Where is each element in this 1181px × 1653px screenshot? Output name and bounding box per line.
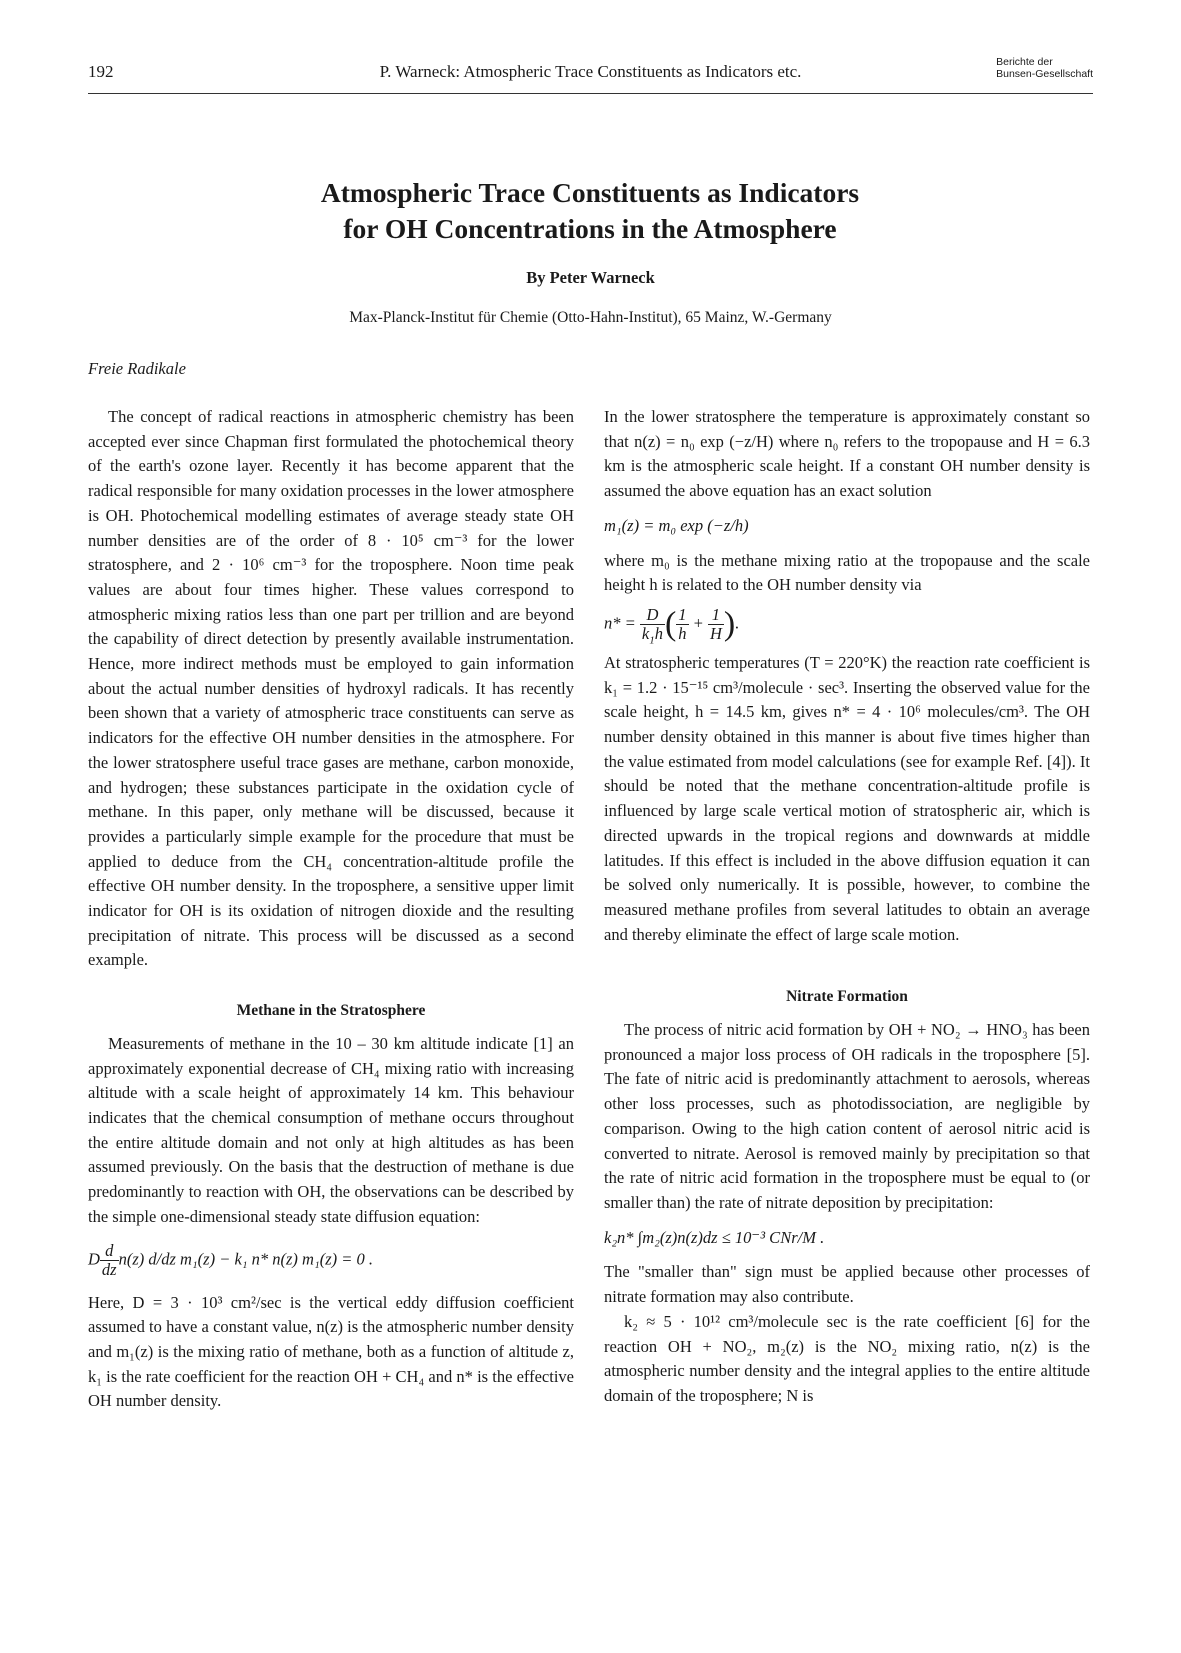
header-rule (88, 93, 1093, 94)
article-title-line-1: Atmospheric Trace Constituents as Indicators (320, 177, 860, 208)
diffusion-equation-tail: n(z) d/dz m₁(z) − k₁ n* n(z) m₁(z) = 0 . (118, 1248, 373, 1268)
here-paragraph: Here, D = 3 · 10³ cm²/sec is the vertical eddy diffusion coefficient assumed to have a constant value, n(z) is the atmospheric number density and m₁(z) is the mixing ratio of methane, both as a function of altitude z, k₁ is the rate coefficient for the reaction OH + CH₄ and n* is the effective OH number density. (88, 1292, 574, 1411)
nstar-lhs: n* = (604, 613, 636, 633)
nitrate-paragraph: The process of nitric acid formation by OH + NO₂ → HNO₃ has been pronounced a major loss process of OH radicals in the troposphere [5]. The fate of nitric acid is predominantly attachment to aerosols, whereas other loss processes, such as photodissociation, are negligible by comparison. Owing to the high cation content of aerosol nitric acid is converted to nitrate. Aerosol is removed mainly by precipitation so that the rate of nitric acid formation in the troposphere must be equal to (or smaller than) the rate of nitrate deposition by precipitation: (604, 1020, 1090, 1212)
section-heading-nitrate: Nitrate Formation (786, 988, 908, 1006)
diffusion-equation (88, 1242, 574, 1279)
diffusion-equation-d: D (88, 1248, 100, 1268)
solution-equation: m₁(z) = m₀ exp (−z/h) (604, 515, 749, 535)
keyword: Freie Radikale (88, 359, 186, 378)
nstar-fraction-1-h: $\frac{1}{h}$ (678, 604, 687, 643)
journal-line-1: Berichte der (996, 56, 1053, 68)
article-title-line-2: for OH Concentrations in the Atmosphere (343, 213, 837, 244)
left-column (88, 405, 574, 1414)
derivative-fraction: $\frac{d}{dz}$ (101, 1240, 117, 1279)
journal-name (996, 56, 1093, 80)
running-title: P. Warneck: Atmospheric Trace Constituents as Indicators etc. (379, 62, 802, 81)
running-header (88, 56, 1093, 90)
nstar-fraction-1-H: $\frac{1}{H}$ (709, 604, 722, 643)
methane-paragraph: Measurements of methane in the 10 – 30 km altitude indicate [1] an approximately exponential decrease of CH₄ mixing ratio with increasing altitude with a scale height of approximately 14 km. This behaviour indicates that the chemical consumption of methane occurs throughout the entire altitude domain and not only at high altitudes as has been assumed previously. On the basis that the destruction of methane is due predominantly to reaction with OH, the observations can be described by the simple one-dimensional steady state diffusion equation: (88, 1033, 574, 1226)
where-paragraph: where m₀ is the methane mixing ratio at the tropopause and the scale height h is related to the OH number density via (604, 550, 1090, 595)
nstar-fraction-d-k1h: $\frac{D}{k_1h}$ (641, 604, 663, 647)
intro-paragraph: The concept of radical reactions in atmospheric chemistry has been accepted ever since Chapman first formulated the photochemical theory of the earth's ozone layer. Recently it has become apparent that the radical responsible for many oxidation processes in the lower atmosphere is OH. Photochemical modelling estimates of average steady state OH number densities are of the order of 8 · 10⁵ cm⁻³ for the lower stratosphere, and 2 · 10⁶ cm⁻³ for the troposphere. Noon time peak values are about four times higher. These values correspond to atmospheric mixing ratios less than one part per trillion and are beyond the capability of direct detection by presently available instrumentation. Hence, more indirect methods must be employed to gain information about the actual number densities of hydroxyl radicals. It has recently been shown that a variety of atmospheric trace constituents can serve as indicators for the effective OH number densities in the atmosphere. For the lower stratosphere useful trace gases are methane, carbon monoxide, and hydrogen; these substances participate in the oxidation cycle of methane. In this paper, only methane will be discussed, because it provides a particularly simple example for the procedure that must be applied to deduce from the CH₄ concentration-altitude profile the effective OH number density. In the troposphere, a sensitive upper limit indicator for OH is its oxidation of nitrogen dioxide and the resulting precipitation of nitrate. This process will be discussed as a second example. (88, 407, 574, 970)
nitrate-inequality: k₂n* ∫m₂(z)n(z)dz ≤ 10⁻³ CNr/M . (604, 1227, 825, 1247)
section-heading-methane: Methane in the Stratosphere (236, 1002, 426, 1020)
journal-line-2: Bunsen-Gesellschaft (996, 68, 1093, 80)
nstar-equation: n* = $\frac{D}{k_1h}$ ( $\frac{1}{h}$ + $\frac{1}{H}$ ). (604, 604, 740, 647)
author: By Peter Warneck (526, 268, 655, 287)
page-number: 192 (88, 62, 114, 81)
smaller-than-paragraph: The "smaller than" sign must be applied because other processes of nitrate formation may also contribute. (604, 1262, 1090, 1307)
right-column (604, 405, 1090, 1409)
affiliation: Max-Planck-Institut für Chemie (Otto-Hahn-Institut), 65 Mainz, W.-Germany (349, 309, 832, 326)
k2-paragraph: k₂ ≈ 5 · 10¹² cm³/molecule sec is the rate coefficient [6] for the reaction OH + NO₂, m₂(z) is the NO₂ mixing ratio, n(z) is the atmospheric number density and the integral applies to the entire altitude domain of the troposphere; N is (604, 1311, 1090, 1405)
stratospheric-temperatures-paragraph: At stratospheric temperatures (T = 220°K) the reaction rate coefficient is k₁ = 1.2 · 15⁻¹⁵ cm³/molecule · sec³. Inserting the observed value for the scale height, h = 14.5 km, gives n* = 4 · 10⁶ molecules/cm³. The OH number density obtained in this manner is about five times higher than the value estimated from model calculations (see for example Ref. [4]). It should be noted that the methane concentration-altitude profile is influenced by large scale vertical motion of stratospheric air, which is directed upwards in the tropical regions and downwards at middle latitudes. If this effect is included in the above diffusion equation it can be solved only numerically. It is possible, however, to combine the measured methane profiles from several latitudes to obtain an average and thereby eliminate the effect of large scale motion. (604, 652, 1090, 944)
stratosphere-paragraph: In the lower stratosphere the temperature is approximately constant so that n(z) = n₀ exp (−z/H) where n₀ refers to the tropopause and H = 6.3 km is the atmospheric scale height. If a constant OH number density is assumed the above equation has an exact solution (604, 407, 1090, 501)
